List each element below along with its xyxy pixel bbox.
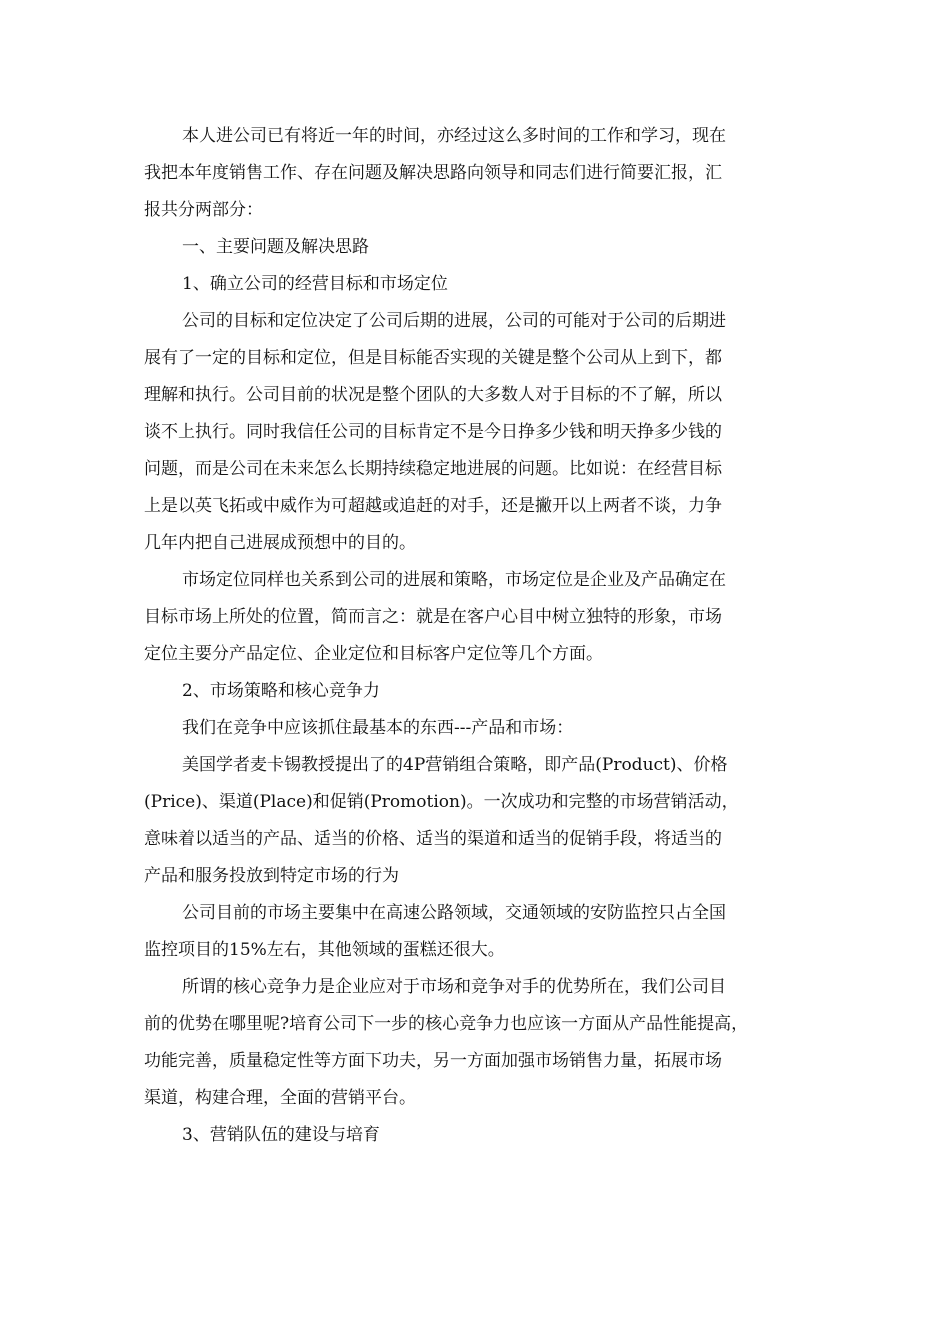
text-line: 理解和执行。公司目前的状况是整个团队的大多数人对于目标的不了解，所以 — [144, 385, 722, 405]
text-line: 目标市场上所处的位置，简而言之：就是在客户心目中树立独特的形象，市场 — [144, 607, 722, 627]
text-line: 功能完善，质量稳定性等方面下功夫，另一方面加强市场销售力量，拓展市场 — [144, 1051, 722, 1071]
document-body — [144, 118, 834, 1154]
text-line: 几年内把自己进展成预想中的目的。 — [144, 533, 416, 553]
text-line: 所谓的核心竞争力是企业应对于市场和竞争对手的优势所在，我们公司目 — [182, 977, 726, 997]
text-line: 谈不上执行。同时我信任公司的目标肯定不是今日挣多少钱和明天挣多少钱的 — [144, 422, 722, 442]
text-line: 定位主要分产品定位、企业定位和目标客户定位等几个方面。 — [144, 644, 603, 664]
text-line: 意味着以适当的产品、适当的价格、适当的渠道和适当的促销手段，将适当的 — [144, 829, 722, 849]
text-line: 本人进公司已有将近一年的时间，亦经过这么多时间的工作和学习，现在 — [182, 126, 726, 146]
text-line: (Price)、渠道(Place)和促销(Promotion)。一次成功和完整的市场营销活动， — [144, 792, 739, 812]
text-line: 1、确立公司的经营目标和市场定位 — [182, 274, 448, 294]
text-line: 上是以英飞拓或中威作为可超越或追赶的对手，还是撇开以上两者不谈，力争 — [144, 496, 722, 516]
text-line: 前的优势在哪里呢?培育公司下一步的核心竞争力也应该一方面从产品性能提高， — [144, 1014, 749, 1034]
text-line: 问题，而是公司在未来怎么长期持续稳定地进展的问题。比如说：在经营目标 — [144, 459, 722, 479]
text-line: 美国学者麦卡锡教授提出了的4P营销组合策略，即产品(Product)、价格 — [182, 755, 728, 775]
text-line: 展有了一定的目标和定位，但是目标能否实现的关键是整个公司从上到下，都 — [144, 348, 722, 368]
text-line: 市场定位同样也关系到公司的进展和策略，市场定位是企业及产品确定在 — [182, 570, 726, 590]
text-line: 产品和服务投放到特定市场的行为 — [144, 866, 399, 886]
text-line: 公司目前的市场主要集中在高速公路领域，交通领域的安防监控只占全国 — [182, 903, 726, 923]
text-line: 3、营销队伍的建设与培育 — [182, 1125, 380, 1145]
text-line: 渠道，构建合理，全面的营销平台。 — [144, 1088, 416, 1108]
text-line: 报共分两部分： — [144, 200, 263, 220]
text-line: 公司的目标和定位决定了公司后期的进展，公司的可能对于公司的后期进 — [182, 311, 726, 331]
text-line: 2、市场策略和核心竞争力 — [182, 681, 380, 701]
text-line: 我们在竞争中应该抓住最基本的东西---产品和市场： — [182, 718, 574, 738]
text-line: 一、主要问题及解决思路 — [182, 237, 369, 257]
text-line: 监控项目的15%左右，其他领域的蛋糕还很大。 — [144, 940, 505, 960]
text-line: 我把本年度销售工作、存在问题及解决思路向领导和同志们进行简要汇报，汇 — [144, 163, 722, 183]
